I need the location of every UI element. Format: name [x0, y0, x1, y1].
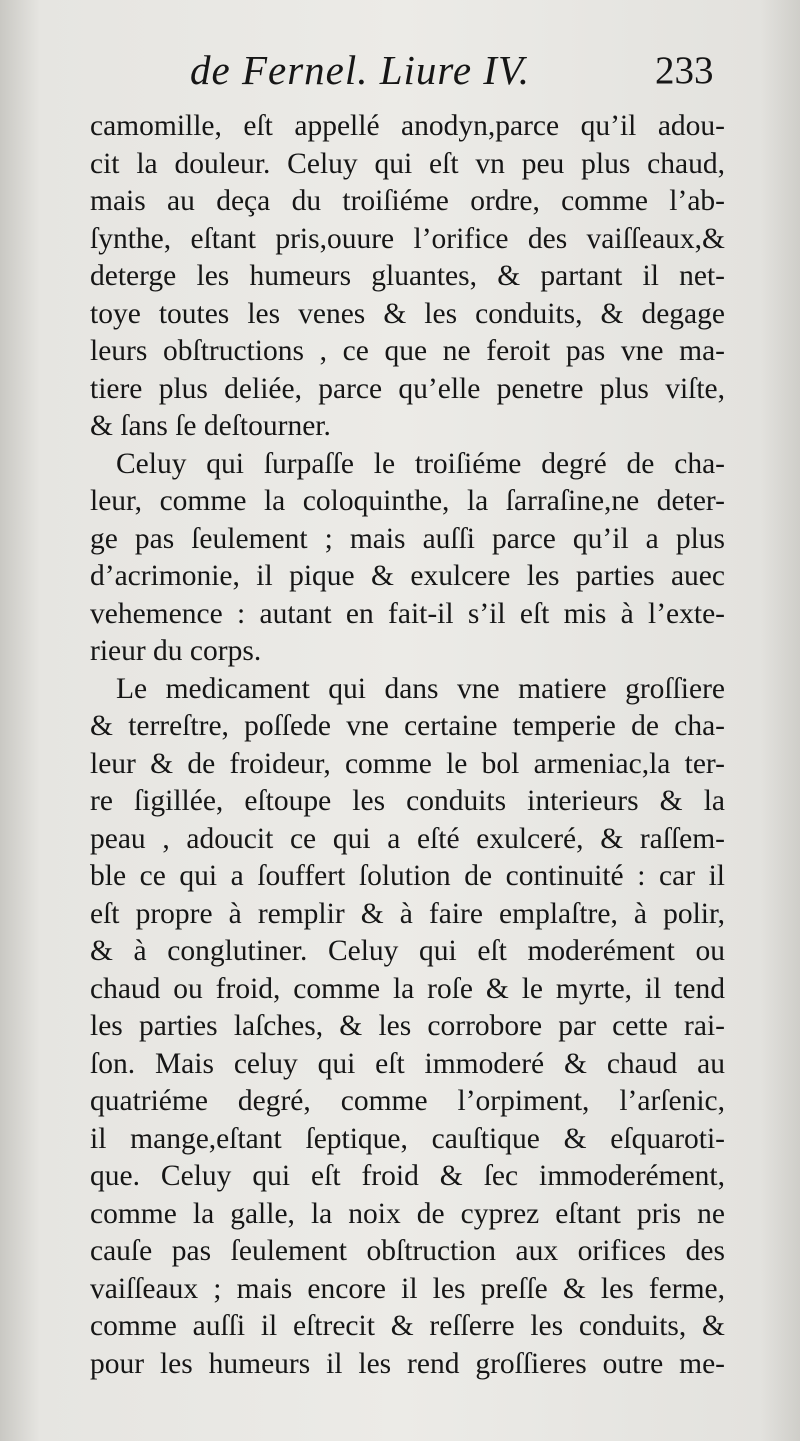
text-line: que. Celuy qui eſt froid & ſec immoderément,	[90, 1160, 725, 1192]
text-line: leur, comme la coloquinthe, la ſarraſine,ne deter-	[90, 485, 725, 517]
text-line: leur & de froideur, comme le bol armeniac,la ter-	[90, 747, 725, 780]
paragraph	[90, 446, 725, 671]
text-line: ſon. Mais celuy qui eſt immoderé & chaud au	[90, 1047, 725, 1080]
text-line: deterge les humeurs gluantes, & partant il net-	[90, 260, 725, 292]
text-line: tiere plus deliée, parce qu’elle penetre plus viſte,	[90, 372, 725, 405]
text-line: cauſe pas ſeulement obſtruction aux orifices des	[90, 1235, 725, 1267]
page-header	[0, 46, 800, 106]
text-line: quatriéme degré, comme l’orpiment, l’arſenic,	[90, 1085, 725, 1117]
text-line: peau , adoucit ce qui a eſté exulceré, & raſſem-	[90, 822, 725, 855]
text-line: & terreſtre, poſſede vne certaine temperie de cha-	[90, 710, 725, 742]
text-line: comme auſſi il eſtrecit & reſſerre les conduits, &	[90, 1310, 725, 1342]
text-line: ſynthe, eſtant pris,ouure l’orifice des vaiſſeaux,&	[90, 222, 725, 255]
text-line: & ſans ſe deſtourner.	[90, 410, 331, 442]
text-line: ble ce qui a ſouffert ſolution de continuité : car il	[90, 860, 725, 892]
paragraph	[90, 108, 725, 446]
text-line: & à conglutiner. Celuy qui eſt moderément ou	[90, 935, 725, 967]
text-line: vehemence : autant en fait-il s’il eſt mis à l’exte-	[90, 597, 725, 630]
text-line: pour les humeurs il les rend groſſieres outre me-	[90, 1347, 725, 1380]
text-line: il mange,eſtant ſeptique, cauſtique & eſquaroti-	[90, 1122, 725, 1155]
text-line: ge pas ſeulement ; mais auſſi parce qu’il a plus	[90, 522, 725, 555]
text-line: mais au deça du troiſiéme ordre, comme l’ab-	[90, 185, 725, 217]
body-text	[90, 108, 725, 1383]
text-line: les parties laſches, & les corrobore par cette rai-	[90, 1010, 725, 1042]
page-number: 233	[655, 49, 714, 92]
text-line: camomille, eſt appellé anodyn,parce qu’il adou-	[90, 110, 725, 142]
text-line: Celuy qui ſurpaſſe le troiſiéme degré de cha-	[116, 447, 725, 480]
text-line: leurs obſtructions , ce que ne feroit pas vne ma-	[90, 335, 725, 367]
running-title: de Fernel. Liure IV.	[190, 47, 530, 93]
text-line: cit la douleur. Celuy qui eſt vn peu plus chaud,	[90, 147, 725, 180]
text-line: Le medicament qui dans vne matiere groſſiere	[116, 672, 725, 705]
text-line: comme la galle, la noix de cyprez eſtant pris ne	[90, 1197, 725, 1230]
paragraph	[90, 671, 725, 1384]
text-line: chaud ou froid, comme la roſe & le myrte, il tend	[90, 972, 725, 1005]
text-line: eſt propre à remplir & à faire emplaſtre, à polir,	[90, 897, 725, 930]
text-line: rieur du corps.	[90, 635, 262, 667]
text-line: re ſigillée, eſtoupe les conduits interieurs & la	[90, 785, 725, 817]
text-line: vaiſſeaux ; mais encore il les preſſe & les ferme,	[90, 1272, 725, 1305]
text-line: toye toutes les venes & les conduits, & degage	[90, 297, 725, 330]
text-line: d’acrimonie, il pique & exulcere les parties auec	[90, 560, 725, 592]
